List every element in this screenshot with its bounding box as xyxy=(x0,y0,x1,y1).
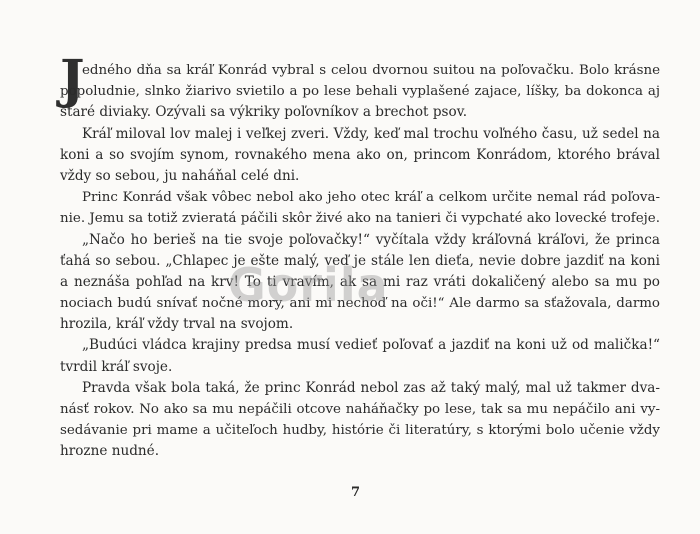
text-line: násť rokov. No ako sa mu nepáčili otcove naháňačky po lese, tak sa mu nepáčilo ani vy- xyxy=(60,402,660,417)
text-line: Pravda však bola taká, že princ Konrád nebol zas až taký malý, mal už takmer dva- xyxy=(82,379,660,396)
text-line: Kráľ miloval lov malej i veľkej zveri. Vždy, keď mal trochu voľného času, už sedel na xyxy=(82,125,660,142)
text-line: a neznáša pohľad na krv! To ti vravím, ak sa mi raz vráti dokaličený alebo sa mu po xyxy=(60,273,660,290)
text-line: „Budúci vládca krajiny predsa musí vedieť poľovať a jazdiť na koni už od malička!“ xyxy=(82,337,660,354)
text-line: hrozne nudné. xyxy=(60,443,160,460)
text-line: edného dňa sa kráľ Konrád vybral s celou dvornou suitou na poľovačku. Bolo krásne xyxy=(82,63,660,78)
text-line: staré diviaky. Ozývali sa výkriky poľovníkov a brechot psov. xyxy=(60,104,468,121)
page-number: 7 xyxy=(351,485,361,500)
text-line: tvrdil kráľ svoje. xyxy=(60,358,173,375)
text-line: nociach budú snívať nočné mory, ani mi nechoď na oči!“ Ale darmo sa sťažovala, darmo xyxy=(60,296,660,312)
body-text xyxy=(60,60,660,463)
text-line: „Načo ho berieš na tie svoje poľovačky!“ vyčítala vždy kráľovná kráľovi, že princa xyxy=(82,231,660,248)
text-line: sedávanie pri mame a učiteľoch hudby, histórie či literatúry, s ktorými bolo učenie vždy xyxy=(60,423,660,439)
watermark: Gorila xyxy=(228,258,389,312)
text-line: koni a so svojím synom, rovnakého mena ako on, princom Konrádom, ktorého brával xyxy=(60,146,660,163)
text-line: nie. Jemu sa totiž zvieratá páčili skôr živé ako na tanieri či vypchaté ako lovecké trofeje. xyxy=(60,211,660,227)
text-line: Princ Konrád však vôbec nebol ako jeho otec kráľ a celkom určite nemal rád poľova- xyxy=(82,190,660,206)
text-line: hrozila, kráľ vždy trval na svojom. xyxy=(60,316,294,333)
text-line: popoludnie, slnko žiarivo svietilo a po lese behali vyplašené zajace, líšky, ba dokonca aj xyxy=(60,84,660,100)
text-line: vždy so sebou, ju naháňal celé dni. xyxy=(60,167,300,184)
text-line: ťahá so sebou. „Chlapec je ešte malý, veď je stále len dieťa, nevie dobre jazdiť na koni xyxy=(60,252,660,269)
drop-cap: J xyxy=(60,49,85,110)
